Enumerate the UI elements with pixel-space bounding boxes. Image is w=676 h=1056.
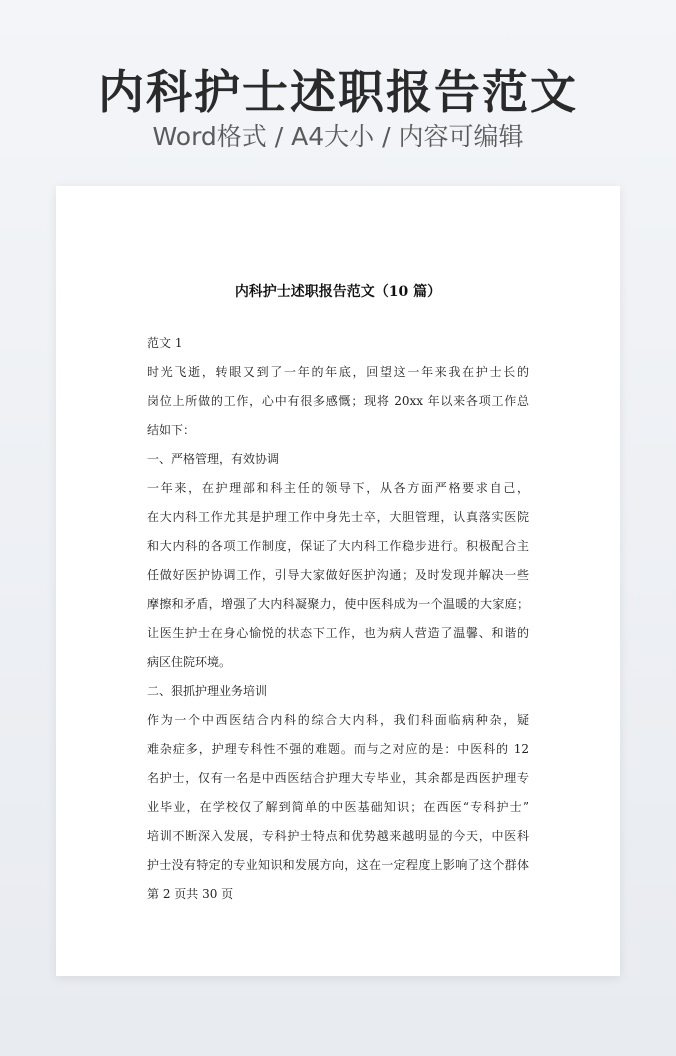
document-line: 二、狠抓护理业务培训 — [147, 684, 268, 698]
document-line: 难杂症多，护理专科性不强的难题。而与之对应的是：中医科的 12 — [147, 742, 529, 756]
document-line: 在大内科工作尤其是护理工作中身先士卒，大胆管理，认真落实医院 — [147, 510, 529, 524]
document-line: 结如下： — [147, 423, 196, 437]
document-line: 摩擦和矛盾，增强了大内科凝聚力，使中医科成为一个温暖的大家庭； — [147, 597, 529, 611]
banner-subtitle: Word格式 / A4大小 / 内容可编辑 — [152, 122, 524, 151]
document-page — [56, 186, 620, 976]
document-line: 病区住院环境。 — [147, 655, 232, 669]
document-line: 任做好医护协调工作，引导大家做好医护沟通；及时发现并解决一些 — [147, 568, 529, 582]
document-line: 让医生护士在身心愉悦的状态下工作，也为病人营造了温馨、和谐的 — [147, 626, 529, 640]
document-title: 内科护士述职报告范文（10 篇） — [234, 284, 442, 300]
banner-title: 内科护士述职报告范文 — [98, 65, 578, 119]
page-number: 第 2 页共 30 页 — [147, 887, 234, 901]
document-line: 培训不断深入发展，专科护士特点和优势越来越明显的今天，中医科 — [147, 829, 529, 843]
document-line: 业毕业，在学校仅了解到简单的中医基础知识；在西医“专科护士” — [147, 800, 529, 814]
document-line: 和大内科的各项工作制度，保证了大内科工作稳步进行。积极配合主 — [147, 539, 529, 553]
document-body — [147, 329, 529, 909]
document-line: 一、严格管理，有效协调 — [147, 452, 280, 466]
document-line: 岗位上所做的工作，心中有很多感慨；现将 20xx 年以来各项工作总 — [147, 394, 529, 408]
document-line: 范文 1 — [147, 336, 183, 350]
document-line: 一年来，在护理部和科主任的领导下，从各方面严格要求自己， — [147, 481, 529, 495]
document-line: 时光飞逝，转眼又到了一年的年底，回望这一年来我在护士长的 — [147, 365, 529, 379]
document-line: 作为一个中西医结合内科的综合大内科，我们科面临病种杂，疑 — [147, 713, 529, 727]
document-line: 名护士，仅有一名是中西医结合护理大专毕业，其余都是西医护理专 — [147, 771, 529, 785]
document-line: 护士没有特定的专业知识和发展方向，这在一定程度上影响了这个群体 — [147, 858, 529, 872]
